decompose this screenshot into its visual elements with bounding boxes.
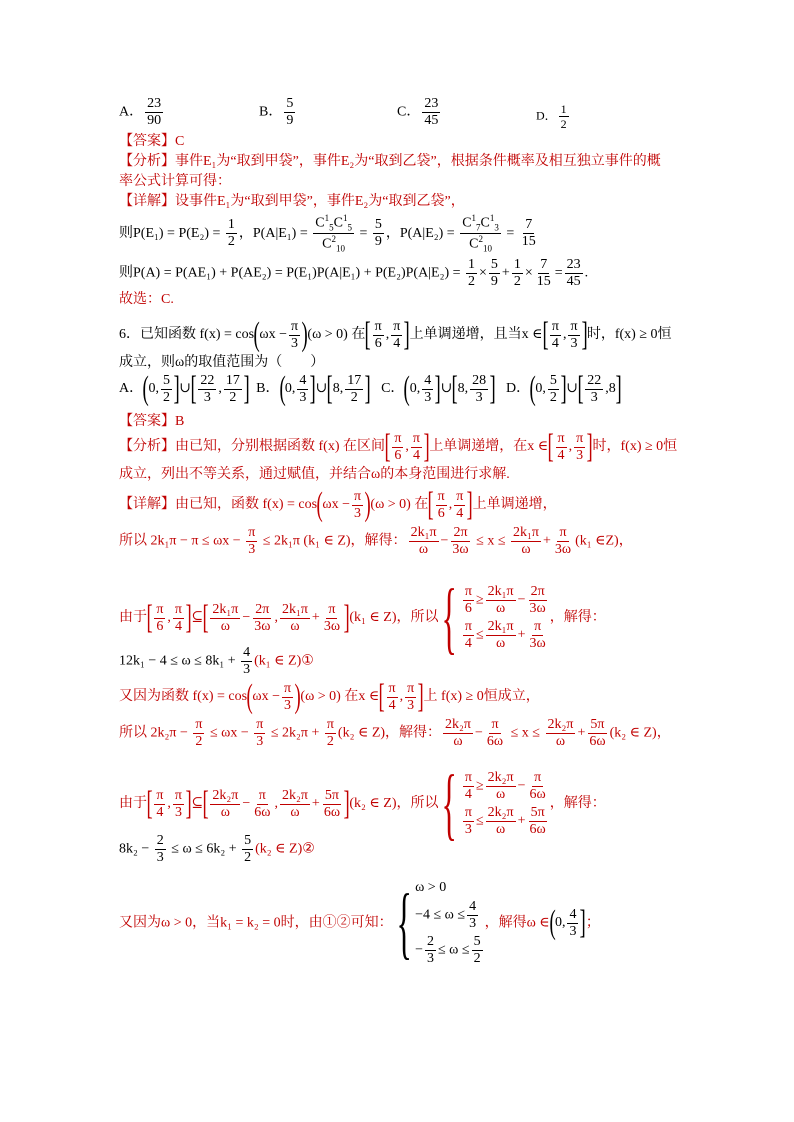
- q5-detail-line3: 则P(A) = P(AE₁) + P(AE₂) = P(E₁)P(A|E₁) + P(E₂)P(A|E₂) = $\frac{1}{2}$ × $\frac{5}{9}$ + $\frac{1}{2}$ × $\frac{7}{15}$ = $\frac{23}{45}$ .: [119, 257, 589, 289]
- q5-option-c: C． $\frac{23}{45}$: [397, 96, 439, 128]
- q6-detail-line2: 所以 2k₁π − π ≤ ωx − $\frac{\pi}{3}$ ≤ 2k₁π (k₁ ∈ Z)，解得： $\frac{\text{2k₁π}}{\omega}$ − $\frac{2\pi}{3\omega}$ ≤ x ≤ $\frac{\text{2k₁π}}{\omega}$ + $\frac{\pi}{3\omega}$ (k₁ ∈Z)，: [119, 525, 633, 557]
- q6-eq1: 12k₁ − 4 ≤ ω ≤ 8k₁ + $\frac{4}{3}$ (k₁ ∈ Z)①: [119, 645, 314, 677]
- q5-option-a: A． $\frac{23}{90}$: [119, 96, 162, 128]
- q6-analysis-line1: 【分析】由已知，分别根据函数 f(x) 在区间[ $\frac{\pi}{6}$ , $\frac{\pi}{4}$ ]上单调递增，在x ∈[ $\frac{\pi}{4}$ , $\frac{\pi}{3}$ ]时，f(x) ≥ 0恒: [119, 428, 678, 465]
- q5-option-b: B． $\frac{5}{9}$: [259, 96, 294, 128]
- q6-detail-line6: 由于[ $\frac{\pi}{4}$ , $\frac{\pi}{3}$ ]⊆[ $\frac{\text{2k₂π}}{\omega}$ − $\frac{\pi}{6\omega}$ , $\frac{\text{2k₂π}}{\omega}$ + $\frac{5\pi}{6\omega}$ ](k₂ ∈ Z)，所以 { $\frac{\pi}{4}$ ≥ $\frac{\text{2k₂π}}{\omega}$ − $\frac{\pi}{6\omega}$ $\frac{\pi}{3}$ ≤ $\frac{\text{2k₂π}}{\omega}$ + $\frac{5\pi}{6\omega}$ ，解得：: [119, 760, 606, 848]
- q5-analysis-line2: 率公式计算可得：: [119, 174, 231, 189]
- q5-analysis-line1: 【分析】事件E₁为“取到甲袋”，事件E₂为“取到乙袋”，根据条件概率及相互独立事件的概: [119, 154, 661, 169]
- q6-stem-line2: 成立，则ω的取值范围为（ ）: [119, 355, 325, 370]
- q6-detail-line4: 又因为函数 f(x) = cos(ωx − $\frac{\pi}{3}$ )(ω > 0) 在x ∈[ $\frac{\pi}{4}$ , $\frac{\pi}{3}$ ]上 f(x) ≥ 0恒成立，: [119, 678, 540, 715]
- q6-detail-line3: 由于[ $\frac{\pi}{6}$ , $\frac{\pi}{4}$ ]⊆[ $\frac{\text{2k₁π}}{\omega}$ − $\frac{2\pi}{3\omega}$ , $\frac{\text{2k₁π}}{\omega}$ + $\frac{\pi}{3\omega}$ ](k₁ ∈ Z)，所以 { $\frac{\pi}{6}$ ≥ $\frac{\text{2k₁π}}{\omega}$ − $\frac{2\pi}{3\omega}$ $\frac{\pi}{4}$ ≤ $\frac{\text{2k₁π}}{\omega}$ + $\frac{\pi}{3\omega}$ ，解得：: [119, 574, 606, 662]
- q6-eq2: 8k₂ − $\frac{2}{3}$ ≤ ω ≤ 6k₂ + $\frac{5}{2}$ (k₂ ∈ Z)②: [119, 833, 315, 865]
- q6-detail-line5: 所以 2k₂π − $\frac{\pi}{2}$ ≤ ωx − $\frac{\pi}{3}$ ≤ 2k₂π + $\frac{\pi}{2}$ (k₂ ∈ Z)，解得： $\frac{\text{2k₂π}}{\omega}$ − $\frac{\pi}{6\omega}$ ≤ x ≤ $\frac{\text{2k₂π}}{\omega}$ + $\frac{5\pi}{6\omega}$ (k₂ ∈ Z)，: [119, 717, 671, 749]
- q6-options: A．(0, $\frac{5}{2}$ ]∪[ $\frac{22}{3}$ , $\frac{17}{2}$ ] B．(0, $\frac{4}{3}$ ]∪[8, $\frac{17}{2}$ ] C．(0, $\frac{4}{3}$ ]∪[8, $\frac{28}{3}$ ] D．(0, $\frac{5}{2}$ ]∪[ $\frac{22}{3}$ ,8]: [119, 370, 622, 407]
- q6-detail-line7: 又因为ω > 0，当k₁ = k₂ = 0时，由①②可知： { ω > 0 −4 ≤ ω ≤ $\frac{4}{3}$ − $\frac{2}{3}$ ≤ ω ≤ $\frac{5}{2}$ ，解得ω ∈(0, $\frac{4}{3}$ ]；: [119, 879, 600, 968]
- q5-conclusion: 故选：C.: [119, 292, 174, 307]
- q6-analysis-line2: 成立，列出不等关系，通过赋值，并结合ω的本身范围进行求解.: [119, 467, 510, 482]
- q6-detail-line1: 【详解】由已知，函数 f(x) = cos(ωx − $\frac{\pi}{3}$ )(ω > 0) 在[ $\frac{\pi}{6}$ , $\frac{\pi}{4}$ ]上单调递增，: [119, 486, 557, 523]
- q5-detail-line2: 则P(E₁) = P(E₂) = $\frac{1}{2}$ ，P(A|E₁) = $\frac{C^1_5C^1_5}{C^2_{10}}$ = $\frac{5}{9}$ ，P(A|E₂) = $\frac{C^1_7C^1_3}{C^2_{10}}$ = $\frac{7}{15}$: [119, 213, 536, 254]
- q5-answer: 【答案】C: [119, 134, 185, 149]
- q6-stem-line1: 6．已知函数 f(x) = cos(ωx − $\frac{\pi}{3}$ )(ω > 0) 在[ $\frac{\pi}{6}$ , $\frac{\pi}{4}$ ]上单调递增，且当x ∈[ $\frac{\pi}{4}$ , $\frac{\pi}{3}$ ]时，f(x) ≥ 0恒: [119, 316, 672, 353]
- q6-answer: 【答案】B: [119, 414, 185, 429]
- q5-detail-line1: 【详解】设事件E₁为“取到甲袋”，事件E₂为“取到乙袋”，: [119, 194, 465, 209]
- q5-option-d: D． $\frac{1}{2}$: [536, 102, 567, 131]
